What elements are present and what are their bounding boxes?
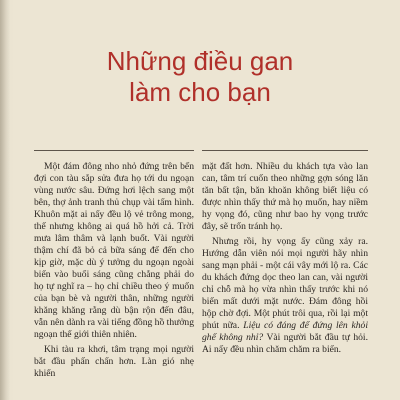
italic-question: Liệu có đáng để đứng lên khỏi ghế không nhỉ? [202,320,368,343]
paragraph-text: Vài người bắt đầu tự hỏi. Ai nấy đều nhìn chăm chăm ra biển. [202,332,368,355]
left-text-column [34,161,194,380]
paragraph: Một đám đông nho nhỏ đứng trên bến đợi con tàu sắp sửa đưa họ tới du ngoạn vùng nước sâu. Đứng hơi lệch sang một bên, thợ ảnh tranh thủ chụp vài tấm hình. Khuôn mặt ai nấy đều lộ vẻ trông mong, thế nhưng không ai quá hồ hởi cả. Trời mưa lâm thâm và lạnh buốt. Vài người thậm chí đã bỏ cả bữa sáng để đến cho kịp giờ, mặc dù ý tưởng du ngoạn ngoài biển vào buổi sáng cũng chẳng phải do họ tự nghĩ ra – họ chỉ chiều theo ý muốn của bạn bè và người thân, những người khăng khăng rằng dù bận rộn đến đâu, vẫn nên dành ra vài tiếng đồng hồ thưởng ngoạn thế giới thiên nhiên. [34,161,195,340]
paragraph: mặt đất hơn. Nhiều du khách tựa vào lan can, tâm trí cuốn theo những gợn sóng lăn tăn bất tận, băn khoăn không biết liệu có được nhìn thấy thứ mà họ muốn, hay niềm hy vọng đó, cũng như bao hy vọng trước đây, sẽ trốn tránh họ. [202,161,368,232]
right-column-rule [202,150,368,151]
paragraph: Khi tàu ra khơi, tâm trạng mọi người bắt đầu phấn chấn hơn. Làn gió nhẹ khiến [34,344,194,379]
chapter-title [0,46,400,108]
paragraph [202,236,368,356]
paragraph-text: Nhưng rồi, hy vọng ấy cũng xảy ra. Hướng dẫn viên nói mọi người hãy nhìn sang mạn phải - một cái vây mới lộ ra. Các du khách đứng dọc theo lan can, vài người chỉ chỗ mà họ vừa nhìn thấy trước khi nó biến mất dưới mặt nước. Đám đông hồi hộp chờ đợi. Một phút trôi qua, rồi lại một phút nữa. [202,236,368,331]
chapter-title-line-1: Những điều gan [106,46,294,76]
right-text-column [202,161,368,356]
chapter-title-line-2: làm cho bạn [129,77,271,107]
left-column-rule [34,150,194,151]
